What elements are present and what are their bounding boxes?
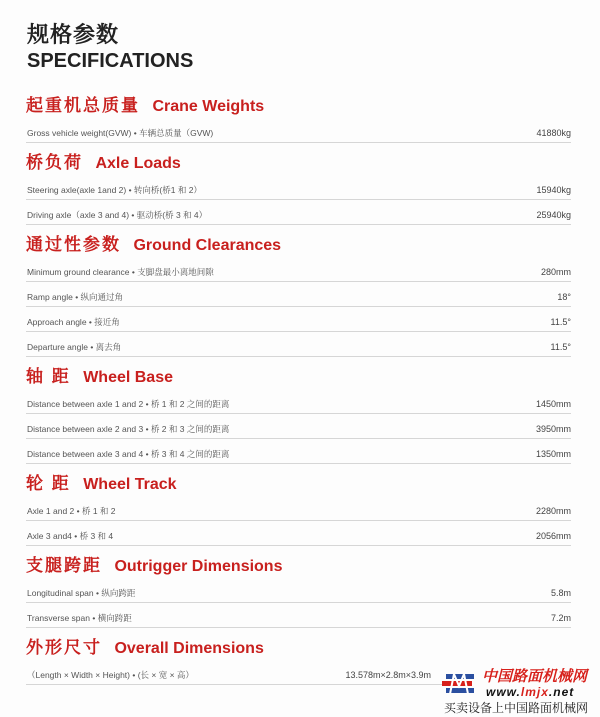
spec-value: 41880kg: [536, 128, 571, 138]
section-heading-en: Wheel Track: [83, 476, 177, 493]
spec-value: 18°: [557, 292, 571, 302]
spec-row: [26, 521, 571, 546]
section-heading-en: Wheel Base: [83, 369, 173, 386]
spec-value: 7.2m: [550, 613, 571, 623]
spec-value: 1350mm: [535, 449, 571, 459]
section-heading: [26, 233, 571, 257]
spec-label: Longitudinal span • 纵向跨距: [27, 588, 136, 598]
spec-section: [26, 554, 571, 628]
spec-row: [26, 578, 571, 603]
section-heading-en: Ground Clearances: [133, 237, 282, 254]
page-title-en: SPECIFICATIONS: [27, 50, 194, 72]
spec-value: 3950mm: [535, 424, 571, 434]
spec-section: [26, 233, 571, 357]
spec-row: [26, 414, 571, 439]
spec-section: [26, 365, 571, 464]
section-heading-en: Overall Dimensions: [114, 640, 264, 657]
spec-label: Departure angle • 离去角: [27, 342, 122, 352]
spec-row: [26, 332, 571, 357]
lmjx-logo-icon: [442, 672, 476, 696]
spec-row: [26, 496, 571, 521]
spec-label: Distance between axle 3 and 4 • 桥 3 和 4 之间的距离: [27, 449, 230, 459]
section-heading-cn: 轮 距: [26, 474, 71, 493]
spec-label: Driving axle（axle 3 and 4) • 驱动桥(桥 3 和 4）: [27, 210, 208, 220]
section-heading-cn: 起重机总质量: [26, 96, 140, 115]
section-heading-en: Axle Loads: [95, 155, 181, 172]
section-heading-cn: 支腿跨距: [26, 556, 102, 575]
spec-row: [26, 118, 571, 143]
spec-label: Gross vehicle weight(GVW) • 车辆总质量（GVW): [27, 128, 214, 138]
section-heading: [26, 472, 571, 496]
spec-label: Axle 1 and 2 • 桥 1 和 2: [27, 506, 116, 516]
section-heading: [26, 554, 571, 578]
spec-value: 1450mm: [535, 399, 571, 409]
section-heading: [26, 636, 571, 660]
spec-value: 11.5°: [550, 317, 571, 327]
watermark-slogan: 买卖设备上中国路面机械网: [444, 701, 589, 715]
spec-label: Distance between axle 2 and 3 • 桥 2 和 3 之间的距离: [27, 424, 230, 434]
spec-value: 280mm: [540, 267, 571, 277]
spec-value: 13.578m×2.8m×3.9m: [345, 670, 431, 680]
spec-row: [26, 307, 571, 332]
section-heading-en: Crane Weights: [152, 98, 265, 115]
spec-label: Steering axle(axle 1and 2) • 转向桥(桥1 和 2）: [27, 185, 202, 195]
spec-value: 11.5°: [550, 342, 571, 352]
spec-value: 25940kg: [536, 210, 571, 220]
spec-section: [26, 151, 571, 225]
spec-row: [26, 603, 571, 628]
spec-section: [26, 472, 571, 546]
spec-value: 5.8m: [550, 588, 571, 598]
spec-section: [26, 94, 571, 143]
spec-row: [26, 282, 571, 307]
section-heading-en: Outrigger Dimensions: [114, 558, 283, 575]
spec-row: [26, 175, 571, 200]
watermark-url: www.lmjx.net: [486, 685, 575, 699]
spec-row: [26, 389, 571, 414]
spec-row: [26, 257, 571, 282]
spec-label: Approach angle • 接近角: [27, 317, 120, 327]
section-heading: [26, 94, 571, 118]
spec-label: Minimum ground clearance • 支脚盘最小离地间隙: [27, 267, 214, 277]
section-heading-cn: 外形尺寸: [26, 638, 102, 657]
section-heading-cn: 桥负荷: [26, 153, 83, 172]
spec-value: 2280mm: [535, 506, 571, 516]
spec-label: Transverse span • 横向跨距: [27, 613, 132, 623]
page-title-cn: 规格参数: [27, 22, 120, 47]
spec-value: 2056mm: [535, 531, 571, 541]
spec-label: Distance between axle 1 and 2 • 桥 1 和 2 之间的距离: [27, 399, 230, 409]
spec-label: Ramp angle • 纵向通过角: [27, 292, 124, 302]
spec-label: （Length × Width × Height) • (长 × 宽 × 高）: [27, 670, 194, 680]
section-heading-cn: 通过性参数: [26, 235, 121, 254]
section-heading: [26, 151, 571, 175]
spec-value: 15940kg: [536, 185, 571, 195]
section-heading-cn: 轴 距: [26, 367, 71, 386]
watermark-cn: 中国路面机械网: [482, 668, 588, 685]
section-heading: [26, 365, 571, 389]
spec-row: [26, 200, 571, 225]
spec-list: [26, 94, 571, 693]
spec-label: Axle 3 and4 • 桥 3 和 4: [27, 531, 114, 541]
watermark: [442, 668, 600, 717]
spec-row: [26, 439, 571, 464]
